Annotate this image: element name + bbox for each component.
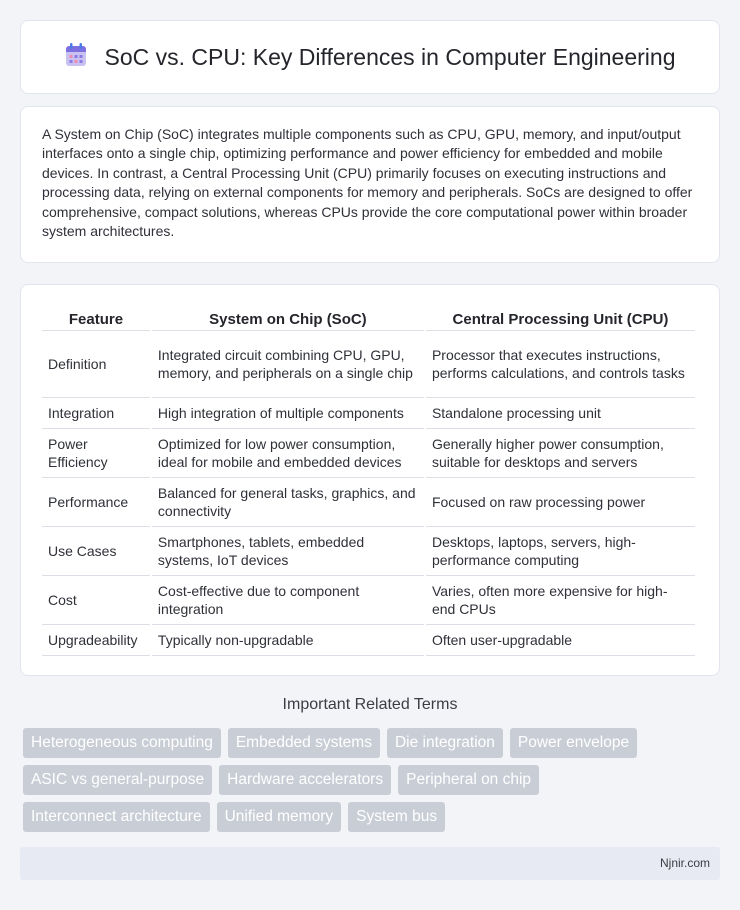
header	[64, 42, 675, 73]
term-tag[interactable]: Power envelope	[510, 728, 637, 758]
intro-paragraph: A System on Chip (SoC) integrates multiple components such as CPU, GPU, memory, and input/output interfaces onto a single chip, optimizing performance and power efficiency for embedded and mobile devices. In contrast, a Central Processing Unit (CPU) primarily focuses on executing instructions and processing data, relying on external components for memory and peripherals. SoCs are designed to offer comprehensive, compact solutions, whereas CPUs provide the core computational power within broader system architectures.	[42, 126, 693, 240]
intro-card	[20, 106, 720, 263]
cpu-cell: Varies, often more expensive for high-end CPUs	[426, 576, 695, 625]
cpu-cell: Often user-upgradable	[426, 625, 695, 656]
calendar-icon	[64, 42, 88, 73]
table-row	[42, 478, 695, 527]
related-terms	[23, 728, 723, 839]
comparison-card	[20, 284, 720, 676]
term-tag[interactable]: Hardware accelerators	[219, 765, 391, 795]
table-row	[42, 429, 695, 478]
feature-cell: Definition	[42, 331, 150, 398]
table-row	[42, 625, 695, 656]
table-header-row	[42, 305, 695, 331]
footer	[20, 847, 720, 880]
table-row	[42, 398, 695, 429]
feature-cell: Cost	[42, 576, 150, 625]
header-soc: System on Chip (SoC)	[152, 305, 424, 331]
feature-cell: Upgradeability	[42, 625, 150, 656]
table-row	[42, 576, 695, 625]
soc-cell: Integrated circuit combining CPU, GPU, memory, and peripherals on a single chip	[152, 331, 424, 398]
cpu-cell: Standalone processing unit	[426, 398, 695, 429]
table-row	[42, 331, 695, 398]
cpu-cell: Processor that executes instructions, performs calculations, and controls tasks	[426, 331, 695, 398]
footer-site[interactable]: Njnir.com	[659, 856, 710, 870]
term-tag[interactable]: System bus	[348, 802, 445, 832]
term-tag[interactable]: Heterogeneous computing	[23, 728, 221, 758]
soc-cell: Typically non-upgradable	[152, 625, 424, 656]
soc-cell: Smartphones, tablets, embedded systems, IoT devices	[152, 527, 424, 576]
page-title: SoC vs. CPU: Key Differences in Computer Engineering	[104, 43, 676, 70]
header-card	[20, 20, 720, 94]
header-cpu: Central Processing Unit (CPU)	[426, 305, 695, 331]
soc-cell: Optimized for low power consumption, ideal for mobile and embedded devices	[152, 429, 424, 478]
soc-cell: Cost-effective due to component integration	[152, 576, 424, 625]
feature-cell: Performance	[42, 478, 150, 527]
feature-cell: Power Efficiency	[42, 429, 150, 478]
related-terms-heading: Important Related Terms	[282, 696, 458, 713]
term-row	[23, 765, 723, 795]
table-row	[42, 527, 695, 576]
soc-cell: Balanced for general tasks, graphics, and connectivity	[152, 478, 424, 527]
cpu-cell: Desktops, laptops, servers, high-performance computing	[426, 527, 695, 576]
term-tag[interactable]: Peripheral on chip	[398, 765, 539, 795]
term-tag[interactable]: Interconnect architecture	[23, 802, 210, 832]
feature-cell: Integration	[42, 398, 150, 429]
comparison-table	[40, 305, 697, 656]
term-tag[interactable]: Unified memory	[217, 802, 342, 832]
term-row	[23, 728, 723, 758]
cpu-cell: Generally higher power consumption, suitable for desktops and servers	[426, 429, 695, 478]
term-row	[23, 802, 723, 832]
header-feature: Feature	[42, 305, 150, 331]
term-tag[interactable]: Embedded systems	[228, 728, 380, 758]
term-tag[interactable]: ASIC vs general-purpose	[23, 765, 212, 795]
cpu-cell: Focused on raw processing power	[426, 478, 695, 527]
term-tag[interactable]: Die integration	[387, 728, 503, 758]
soc-cell: High integration of multiple components	[152, 398, 424, 429]
feature-cell: Use Cases	[42, 527, 150, 576]
